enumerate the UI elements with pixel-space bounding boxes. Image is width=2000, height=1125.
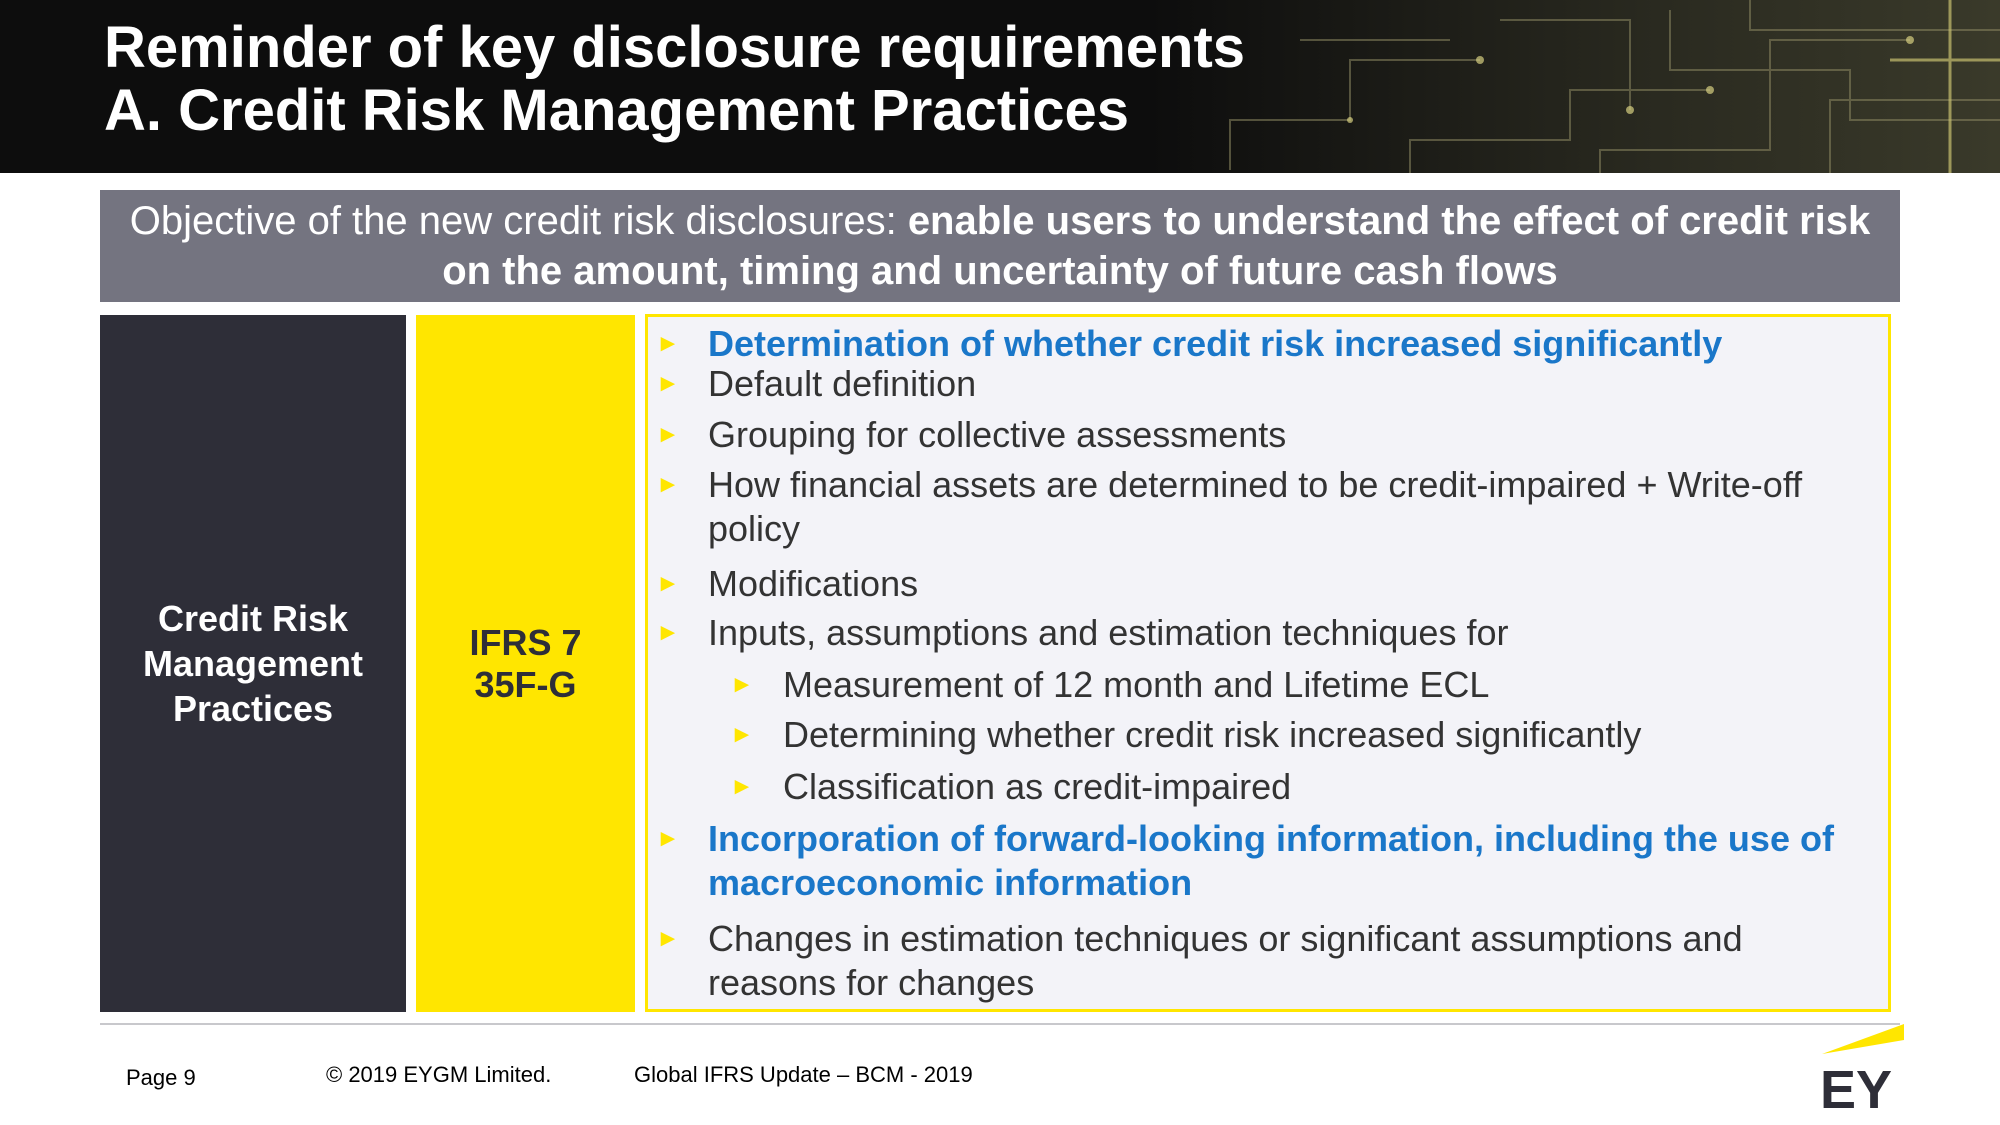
list-item-text: Modifications <box>708 563 919 604</box>
list-item-text: Classification as credit-impaired <box>783 766 1292 807</box>
ey-logo-text: EY <box>1820 1060 1893 1112</box>
title-line-2: A. Credit Risk Management Practices <box>104 78 1130 143</box>
copyright-notice: © 2019 EYGM Limited. <box>326 1062 552 1087</box>
arrow-bullet-icon: ► <box>730 773 754 800</box>
circuit-background-image <box>1150 0 2000 173</box>
list-item-text: Determining whether credit risk increased significantly <box>783 714 1642 755</box>
list-item-text: How financial assets are determined to be credit-impaired + Write-off policy <box>708 464 1803 549</box>
arrow-bullet-icon: ► <box>656 370 680 397</box>
objective-emphasis: enable users to understand the effect of credit risk on the amount, timing and uncertainty of future cash flows <box>442 199 1871 293</box>
event-name: Global IFRS Update – BCM - 2019 <box>634 1062 973 1087</box>
list-item-text: Incorporation of forward-looking information, including the use of macroeconomic information <box>708 818 1834 903</box>
reference-label <box>441 622 611 706</box>
list-item-text: Changes in estimation techniques or significant assumptions and reasons for changes <box>708 918 1743 1003</box>
list-item-text: Default definition <box>708 363 977 404</box>
arrow-bullet-icon: ► <box>730 721 754 748</box>
topic-label: Credit Risk Management Practices <box>142 598 364 729</box>
title-line-1: Reminder of key disclosure requirements <box>104 15 1246 80</box>
reference-standard: IFRS 7 <box>469 621 582 663</box>
topic-label-box <box>100 315 406 1012</box>
arrow-bullet-icon: ► <box>656 619 680 646</box>
page-title <box>104 16 1245 142</box>
reference-box <box>416 315 635 1012</box>
reference-paragraphs: 35F-G <box>474 663 577 705</box>
arrow-bullet-icon: ► <box>730 671 754 698</box>
arrow-bullet-icon: ► <box>656 421 680 448</box>
requirements-list <box>645 314 1891 1012</box>
page-number: Page 9 <box>126 1065 196 1090</box>
footer-divider <box>100 1023 1900 1025</box>
arrow-bullet-icon: ► <box>656 570 680 597</box>
list-item-text: Inputs, assumptions and estimation techniques for <box>708 612 1509 653</box>
ey-logo <box>1818 1022 1904 1112</box>
objective-intro: Objective of the new credit risk disclosures: <box>129 199 908 243</box>
arrow-bullet-icon: ► <box>656 330 680 357</box>
arrow-bullet-icon: ► <box>656 825 680 852</box>
list-item-text: Grouping for collective assessments <box>708 414 1287 455</box>
arrow-bullet-icon: ► <box>656 471 680 498</box>
arrow-bullet-icon: ► <box>656 925 680 952</box>
objective-banner <box>100 190 1900 302</box>
list-item-text: Measurement of 12 month and Lifetime ECL <box>783 664 1490 705</box>
list-item-text: Determination of whether credit risk increased significantly <box>708 323 1723 364</box>
slide-header <box>0 0 2000 173</box>
